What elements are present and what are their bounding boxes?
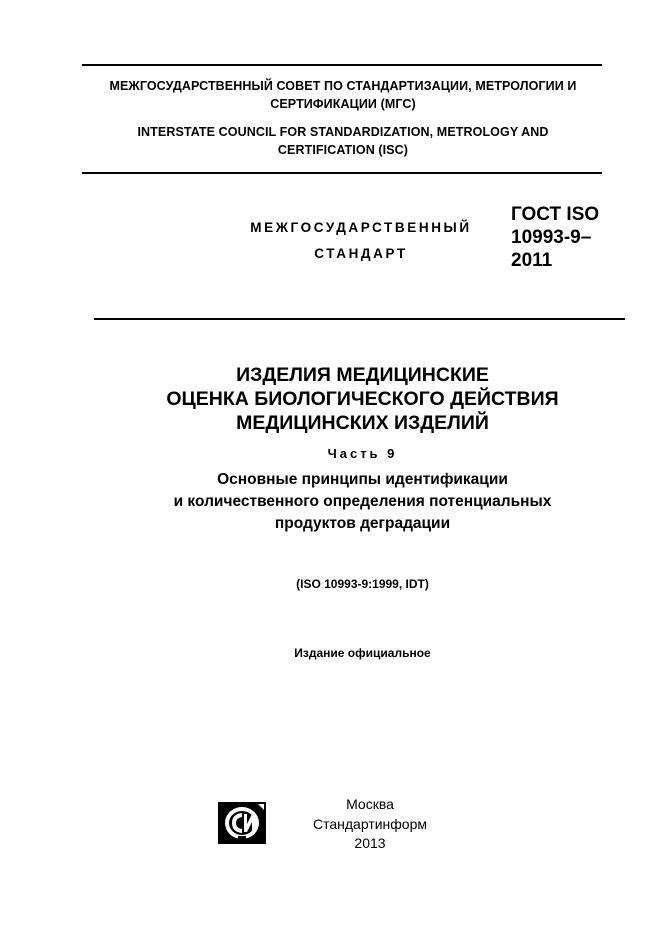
standard-kind-line-2: СТАНДАРТ bbox=[314, 246, 408, 261]
council-en-line-1: INTERSTATE COUNCIL FOR STANDARDIZATION, METROLOGY AND bbox=[137, 125, 549, 139]
top-divider bbox=[82, 64, 602, 66]
publisher-imprint bbox=[290, 795, 450, 854]
publisher-logo-icon bbox=[218, 802, 266, 844]
title-line-1: ИЗДЕЛИЯ МЕДИЦИНСКИЕ bbox=[236, 364, 489, 386]
council-name-russian bbox=[84, 77, 602, 113]
council-ru-line-2: СЕРТИФИКАЦИИ (МГС) bbox=[270, 97, 416, 111]
standard-kind-line-1: МЕЖГОСУДАРСТВЕННЫЙ bbox=[250, 220, 472, 235]
title-line-2: ОЦЕНКА БИОЛОГИЧЕСКОГО ДЕЙСТВИЯ bbox=[166, 388, 559, 410]
document-subtitle bbox=[100, 469, 625, 535]
standard-number-line-1: ГОСТ ISO bbox=[511, 204, 600, 225]
subtitle-line-2: и количественного определения потенциальных bbox=[173, 493, 552, 510]
title-line-3: МЕДИЦИНСКИХ ИЗДЕЛИЙ bbox=[236, 412, 489, 434]
subtitle-line-3: продуктов деградации bbox=[274, 515, 451, 532]
iso-reference: (ISO 10993-9:1999, IDT) bbox=[296, 577, 429, 591]
publisher-city: Москва bbox=[346, 796, 394, 812]
edition-label: Издание официальное bbox=[294, 646, 431, 660]
document-title bbox=[100, 363, 625, 435]
council-en-line-2: CERTIFICATION (ISC) bbox=[277, 143, 409, 157]
council-divider bbox=[82, 172, 602, 174]
subtitle-line-1: Основные принципы идентификации bbox=[217, 471, 508, 488]
title-divider bbox=[94, 318, 625, 320]
part-number: Часть 9 bbox=[327, 446, 398, 461]
council-name-english bbox=[84, 123, 602, 159]
publication-year: 2013 bbox=[354, 835, 386, 851]
publisher-name: Стандартинформ bbox=[313, 815, 427, 832]
standard-number-line-3: 2011 bbox=[511, 250, 553, 271]
standard-number bbox=[511, 203, 621, 272]
standard-number-line-2: 10993-9– bbox=[511, 227, 592, 248]
council-ru-line-1: МЕЖГОСУДАРСТВЕННЫЙ СОВЕТ ПО СТАНДАРТИЗАЦИИ, МЕТРОЛОГИИ И bbox=[109, 79, 577, 93]
